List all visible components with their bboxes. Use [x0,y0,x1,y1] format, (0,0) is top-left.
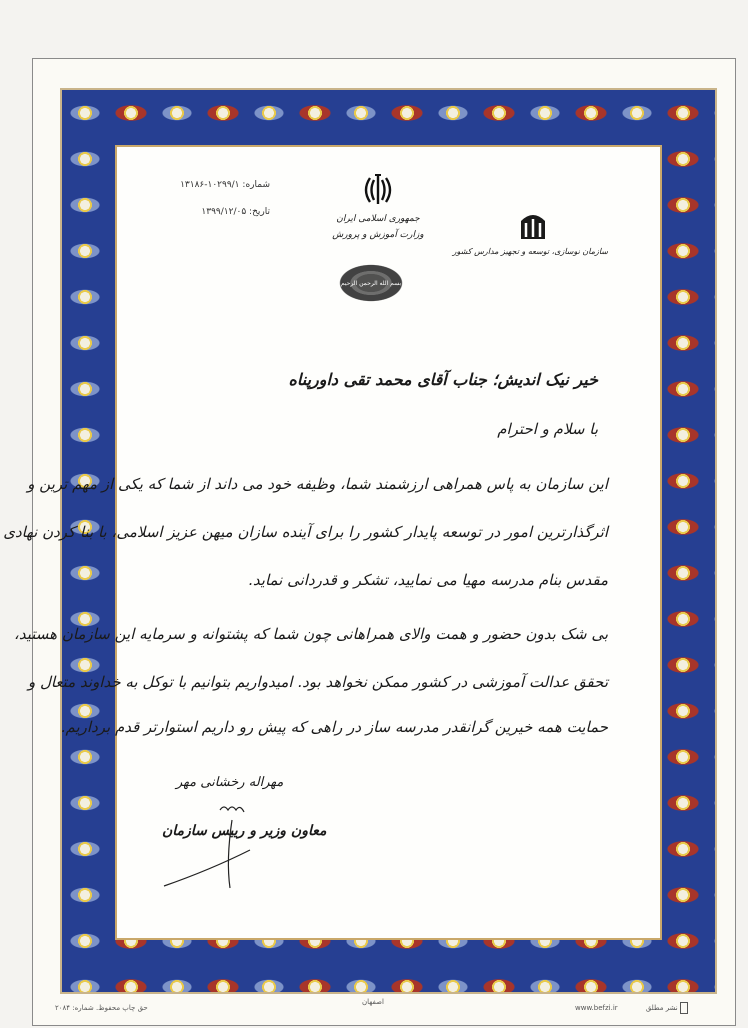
publisher-website: www.befzi.ir [575,1004,618,1012]
signer-title: معاون وزیر و رییس سازمان [162,823,327,839]
date-value: ۱۳۹۹/۱۲/۰۵ [201,207,247,217]
letter-date [201,207,270,217]
publisher-name: نشر مطلق [646,1002,688,1014]
date-label: تاریخ: [249,207,270,217]
signer-name: مهراله رخشانی مهر [176,775,284,790]
organization-name: سازمان نوسازی، توسعه و تجهیز مدارس کشور [452,247,608,256]
ministry-name: وزارت آموزش و پرورش [332,230,424,240]
paragraph1-line3: مقدس بنام مدرسه مهیا می نمایید، تشکر و قدردانی نماید. [248,571,608,589]
paragraph1-line1: این سازمان به پاس همراهی ارزشمند شما، وظیفه خود می داند از شما که یکی از مهم ترین و [27,475,608,493]
basmala-calligraphy: بسم الله الرحمن الرحیم [335,262,407,304]
organization-logo-icon [519,211,547,241]
paragraph1-line2: اثرگذارترین امور در توسعه پایدار کشور را برای آینده سازان میهن عزیز اسلامی، با بنا کردن نهادی [3,523,608,541]
number-value: ۱۰۲۹۹/۱-۱۳۱۸۶ [180,180,240,190]
greeting-line: با سلام و احترام [497,420,598,438]
paragraph2-line2: تحقق عدالت آموزشی در کشور ممکن نخواهد بود. امیدواریم بتوانیم با توکل به خداوند متعال و [27,673,608,691]
print-info: حق چاپ محفوظ. شماره: ۲۰۸۴ [55,1004,148,1012]
recipient-line: خیر نیک اندیش؛ جناب آقای محمد تقی داورپناه [288,370,598,389]
publisher-logo-icon [680,1002,688,1014]
letter-number [180,180,270,190]
iran-emblem-icon [360,172,396,210]
city-name: اصفهان [362,998,384,1006]
paragraph2-line1: بی شک بدون حضور و همت والای همراهانی چون شما که پشتوانه و سرمایه این سازمان هستید، [14,625,608,643]
paragraph2-line3: حمایت همه خیرین گرانقدر مدرسه ساز در راهی که پیش رو داریم استوارتر قدم برداریم. [60,718,608,736]
country-name: جمهوری اسلامی ایران [336,214,420,224]
number-label: شماره: [242,180,270,190]
handwritten-signature [160,800,270,890]
